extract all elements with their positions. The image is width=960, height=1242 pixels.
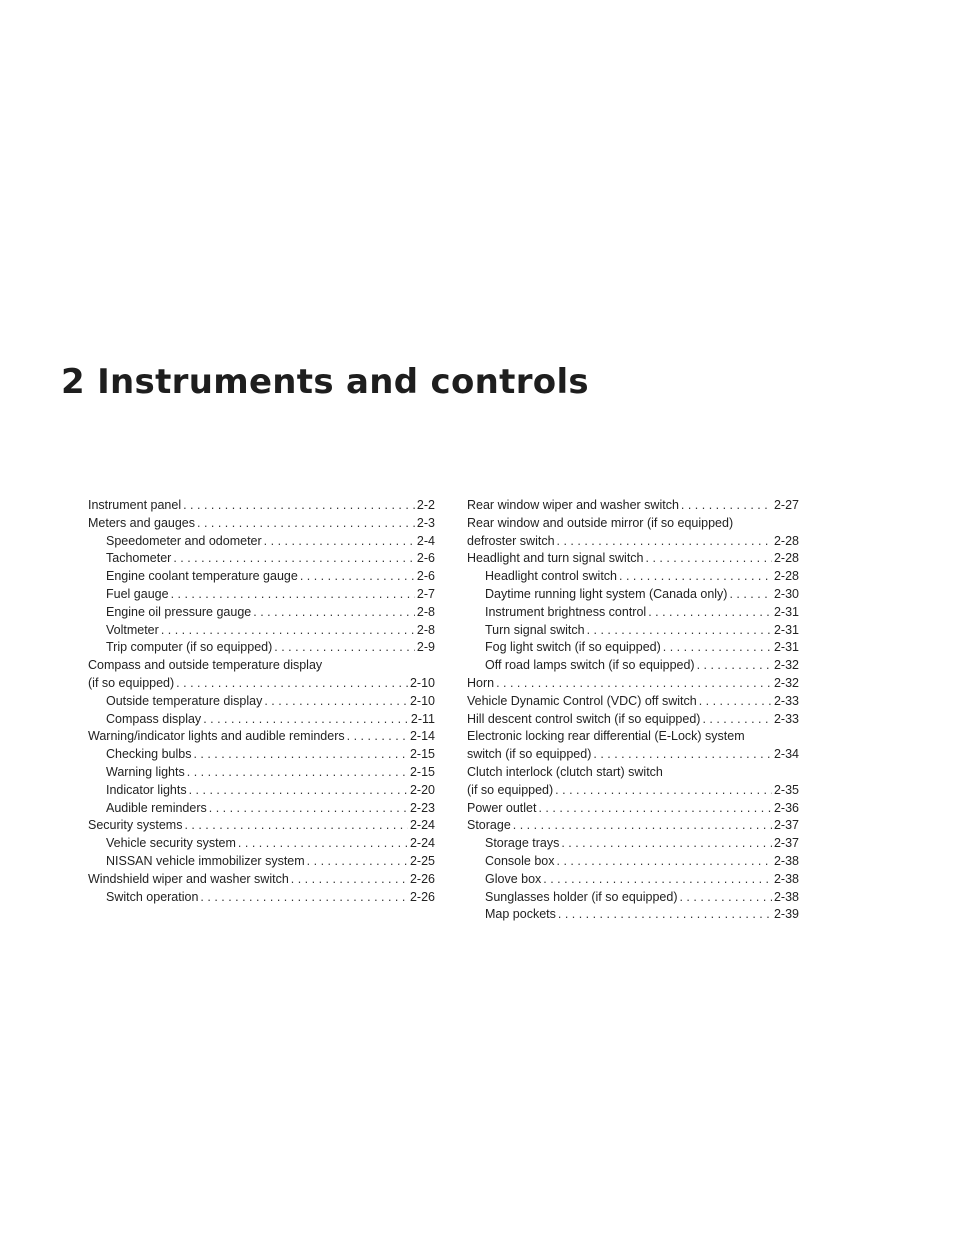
toc-page-number: 2-28 — [773, 533, 799, 548]
dot-leader — [187, 764, 408, 782]
dot-leader — [702, 711, 772, 729]
toc-entry-title: (if so equipped) — [467, 782, 554, 797]
toc-page-number: 2-24 — [409, 818, 435, 833]
toc-subentry[interactable] — [467, 889, 799, 907]
dot-leader — [183, 497, 415, 515]
toc-entry-title: Engine oil pressure gauge — [106, 604, 252, 619]
toc-page-number: 2-24 — [409, 836, 435, 851]
toc-subentry[interactable] — [88, 853, 435, 871]
toc-page-number: 2-4 — [416, 533, 435, 548]
toc-entry[interactable] — [467, 764, 799, 800]
toc-subentry[interactable] — [88, 782, 435, 800]
toc-page-number: 2-32 — [773, 658, 799, 673]
dot-leader — [679, 889, 771, 907]
toc-entry[interactable] — [467, 711, 799, 729]
toc-entry-title: NISSAN vehicle immobilizer system — [106, 853, 305, 868]
toc-entry[interactable] — [88, 871, 435, 889]
toc-subentry[interactable] — [88, 889, 435, 907]
toc-page-number: 2-6 — [416, 569, 435, 584]
toc-page-number: 2-31 — [773, 622, 799, 637]
toc-entry-title: Glove box — [485, 871, 542, 886]
toc-entry-title: Console box — [485, 853, 555, 868]
toc-entry[interactable] — [467, 675, 799, 693]
toc-page-number: 2-7 — [416, 586, 435, 601]
toc-entry-title: Tachometer — [106, 551, 172, 566]
dot-leader — [648, 604, 772, 622]
toc-entry-title: Switch operation — [106, 889, 199, 904]
toc-entry-title: Vehicle Dynamic Control (VDC) off switch — [467, 693, 697, 708]
toc-entry-title: (if so equipped) — [88, 675, 175, 690]
toc-page-number: 2-27 — [773, 498, 799, 512]
toc-entry-title: Horn — [467, 675, 495, 690]
toc-page-number: 2-33 — [773, 711, 799, 726]
toc-entry-title: Meters and gauges — [88, 515, 196, 530]
toc-entry-title: Sunglasses holder (if so equipped) — [485, 889, 678, 904]
toc-subentry[interactable] — [88, 746, 435, 764]
toc-page-number: 2-10 — [409, 693, 435, 708]
toc-entry-title: Fog light switch (if so equipped) — [485, 640, 661, 655]
toc-page-number: 2-3 — [416, 515, 435, 530]
dot-leader — [291, 871, 408, 889]
toc-entry-title-line: Compass and outside temperature display — [88, 658, 323, 673]
toc-entry-title: Engine coolant temperature gauge — [106, 569, 298, 584]
toc-entry-title: Audible reminders — [106, 800, 207, 815]
dot-leader — [300, 568, 415, 586]
toc-column-left — [88, 497, 435, 906]
toc-subentry[interactable] — [467, 657, 799, 675]
toc-entry-title: Checking bulbs — [106, 747, 192, 762]
toc-subentry[interactable] — [467, 568, 799, 586]
toc-page-number: 2-39 — [773, 907, 799, 922]
toc-subentry[interactable] — [88, 800, 435, 818]
toc-entry[interactable] — [467, 728, 799, 764]
dot-leader — [197, 515, 415, 533]
toc-entry-title: Storage — [467, 818, 511, 833]
toc-subentry[interactable] — [88, 711, 435, 729]
chapter-title: 2 Instruments and controls — [61, 362, 589, 402]
toc-page-number: 2-31 — [773, 640, 799, 655]
dot-leader — [184, 817, 408, 835]
dot-leader — [193, 746, 408, 764]
toc-page-number: 2-32 — [773, 675, 799, 690]
toc-subentry[interactable] — [88, 568, 435, 586]
dot-leader — [619, 568, 772, 586]
dot-leader — [347, 728, 408, 746]
toc-page-number: 2-38 — [773, 889, 799, 904]
toc-entry-title-line: Rear window and outside mirror (if so equipped) — [467, 515, 734, 530]
toc-subentry[interactable] — [88, 550, 435, 568]
toc-subentry[interactable] — [88, 693, 435, 711]
toc-subentry[interactable] — [467, 871, 799, 889]
toc-entry[interactable] — [467, 515, 799, 551]
toc-page-number: 2-8 — [416, 604, 435, 619]
toc-entry-title: Rear window wiper and washer switch — [467, 498, 679, 512]
toc-subentry[interactable] — [88, 604, 435, 622]
toc-page-number: 2-8 — [416, 622, 435, 637]
toc-subentry[interactable] — [88, 835, 435, 853]
toc-entry-title: Map pockets — [485, 907, 556, 922]
dot-leader — [264, 533, 415, 551]
dot-leader — [238, 835, 408, 853]
toc-entry-title: Warning/indicator lights and audible reminders — [88, 729, 345, 744]
toc-page-number: 2-28 — [773, 569, 799, 584]
toc-page-number: 2-26 — [409, 871, 435, 886]
toc-page-number: 2-38 — [773, 853, 799, 868]
dot-leader — [697, 657, 772, 675]
toc-subentry[interactable] — [467, 853, 799, 871]
toc-subentry[interactable] — [467, 586, 799, 604]
toc-entry-title: Indicator lights — [106, 782, 187, 797]
toc-page-number: 2-20 — [409, 782, 435, 797]
dot-leader — [171, 586, 415, 604]
toc-page-number: 2-2 — [416, 498, 435, 512]
toc-entry-title-line: Clutch interlock (clutch start) switch — [467, 764, 663, 779]
dot-leader — [264, 693, 408, 711]
toc-entry-title: Daytime running light system (Canada only) — [485, 586, 728, 601]
toc-page-number: 2-34 — [773, 747, 799, 762]
toc-page-number: 2-37 — [773, 836, 799, 851]
toc-entry-title: Trip computer (if so equipped) — [106, 640, 273, 655]
toc-page-number: 2-30 — [773, 586, 799, 601]
dot-leader — [513, 817, 772, 835]
dot-leader — [274, 639, 415, 657]
toc-entry-title: defroster switch — [467, 533, 555, 548]
toc-page-number: 2-23 — [409, 800, 435, 815]
toc-entry-title: Headlight control switch — [485, 569, 618, 584]
toc-page-number: 2-9 — [416, 640, 435, 655]
toc-page-number: 2-31 — [773, 604, 799, 619]
toc-page-number: 2-11 — [410, 711, 435, 726]
toc-entry-title: Windshield wiper and washer switch — [88, 871, 289, 886]
dot-leader — [681, 497, 772, 515]
dot-leader — [209, 800, 408, 818]
toc-entry[interactable] — [467, 800, 799, 818]
toc-page-number: 2-15 — [409, 764, 435, 779]
toc-entry[interactable] — [467, 497, 799, 515]
dot-leader — [593, 746, 772, 764]
toc-entry-title: Security systems — [88, 818, 183, 833]
toc-page-number: 2-15 — [409, 747, 435, 762]
toc-entry-title: Turn signal switch — [485, 622, 585, 637]
toc-entry-title: Headlight and turn signal switch — [467, 551, 644, 566]
toc-entry-title: Off road lamps switch (if so equipped) — [485, 658, 695, 673]
toc-page-number: 2-37 — [773, 818, 799, 833]
dot-leader — [189, 782, 408, 800]
dot-leader — [173, 550, 415, 568]
toc-entry[interactable] — [88, 497, 435, 515]
toc-entry[interactable] — [467, 693, 799, 711]
toc-page-number: 2-14 — [409, 729, 435, 744]
toc-entry-title: Instrument panel — [88, 498, 182, 512]
toc-subentry[interactable] — [467, 906, 799, 924]
toc-page-number: 2-26 — [409, 889, 435, 904]
dot-leader — [587, 622, 772, 640]
toc-entry[interactable] — [88, 817, 435, 835]
toc-entry-title: Instrument brightness control — [485, 604, 647, 619]
toc-subentry[interactable] — [88, 586, 435, 604]
dot-leader — [538, 800, 771, 818]
toc-entry-title: switch (if so equipped) — [467, 747, 592, 762]
dot-leader — [203, 711, 409, 729]
toc-subentry[interactable] — [88, 622, 435, 640]
dot-leader — [307, 853, 408, 871]
toc-page-number: 2-28 — [773, 551, 799, 566]
toc-entry-title: Warning lights — [106, 764, 185, 779]
dot-leader — [646, 550, 772, 568]
toc-page-number: 2-33 — [773, 693, 799, 708]
dot-leader — [663, 639, 772, 657]
dot-leader — [200, 889, 408, 907]
toc-entry-title: Storage trays — [485, 836, 560, 851]
toc-page-number: 2-25 — [409, 853, 435, 868]
dot-leader — [558, 906, 772, 924]
toc-column-right — [467, 497, 799, 924]
toc-entry[interactable] — [467, 817, 799, 835]
toc-entry[interactable] — [467, 550, 799, 568]
toc-subentry[interactable] — [88, 764, 435, 782]
toc-page-number: 2-35 — [773, 782, 799, 797]
toc-subentry[interactable] — [467, 835, 799, 853]
toc-entry-title: Fuel gauge — [106, 586, 169, 601]
dot-leader — [161, 622, 415, 640]
dot-leader — [176, 675, 408, 693]
toc-entry[interactable] — [88, 657, 435, 693]
toc-subentry[interactable] — [88, 639, 435, 657]
toc-entry[interactable] — [88, 515, 435, 533]
toc-entry-title: Compass display — [106, 711, 202, 726]
toc-entry-title: Voltmeter — [106, 622, 159, 637]
dot-leader — [561, 835, 772, 853]
dot-leader — [557, 533, 772, 551]
dot-leader — [253, 604, 415, 622]
toc-subentry[interactable] — [467, 604, 799, 622]
dot-leader — [543, 871, 772, 889]
toc-entry-title: Outside temperature display — [106, 693, 263, 708]
toc-entry-title-line: Electronic locking rear differential (E-Lock) system — [467, 729, 745, 744]
toc-page-number: 2-36 — [773, 800, 799, 815]
toc-entry[interactable] — [88, 728, 435, 746]
dot-leader — [496, 675, 772, 693]
toc-page-number: 2-6 — [416, 551, 435, 566]
toc-subentry[interactable] — [467, 622, 799, 640]
toc-subentry[interactable] — [88, 533, 435, 551]
toc-entry-title: Power outlet — [467, 800, 537, 815]
dot-leader — [557, 853, 772, 871]
dot-leader — [699, 693, 772, 711]
toc-entry-title: Speedometer and odometer — [106, 533, 262, 548]
dot-leader — [729, 586, 772, 604]
toc-subentry[interactable] — [467, 639, 799, 657]
toc-entry-title: Hill descent control switch (if so equipped) — [467, 711, 701, 726]
toc-page-number: 2-38 — [773, 871, 799, 886]
toc-entry-title: Vehicle security system — [106, 836, 236, 851]
toc-page-number: 2-10 — [409, 675, 435, 690]
dot-leader — [555, 782, 772, 800]
